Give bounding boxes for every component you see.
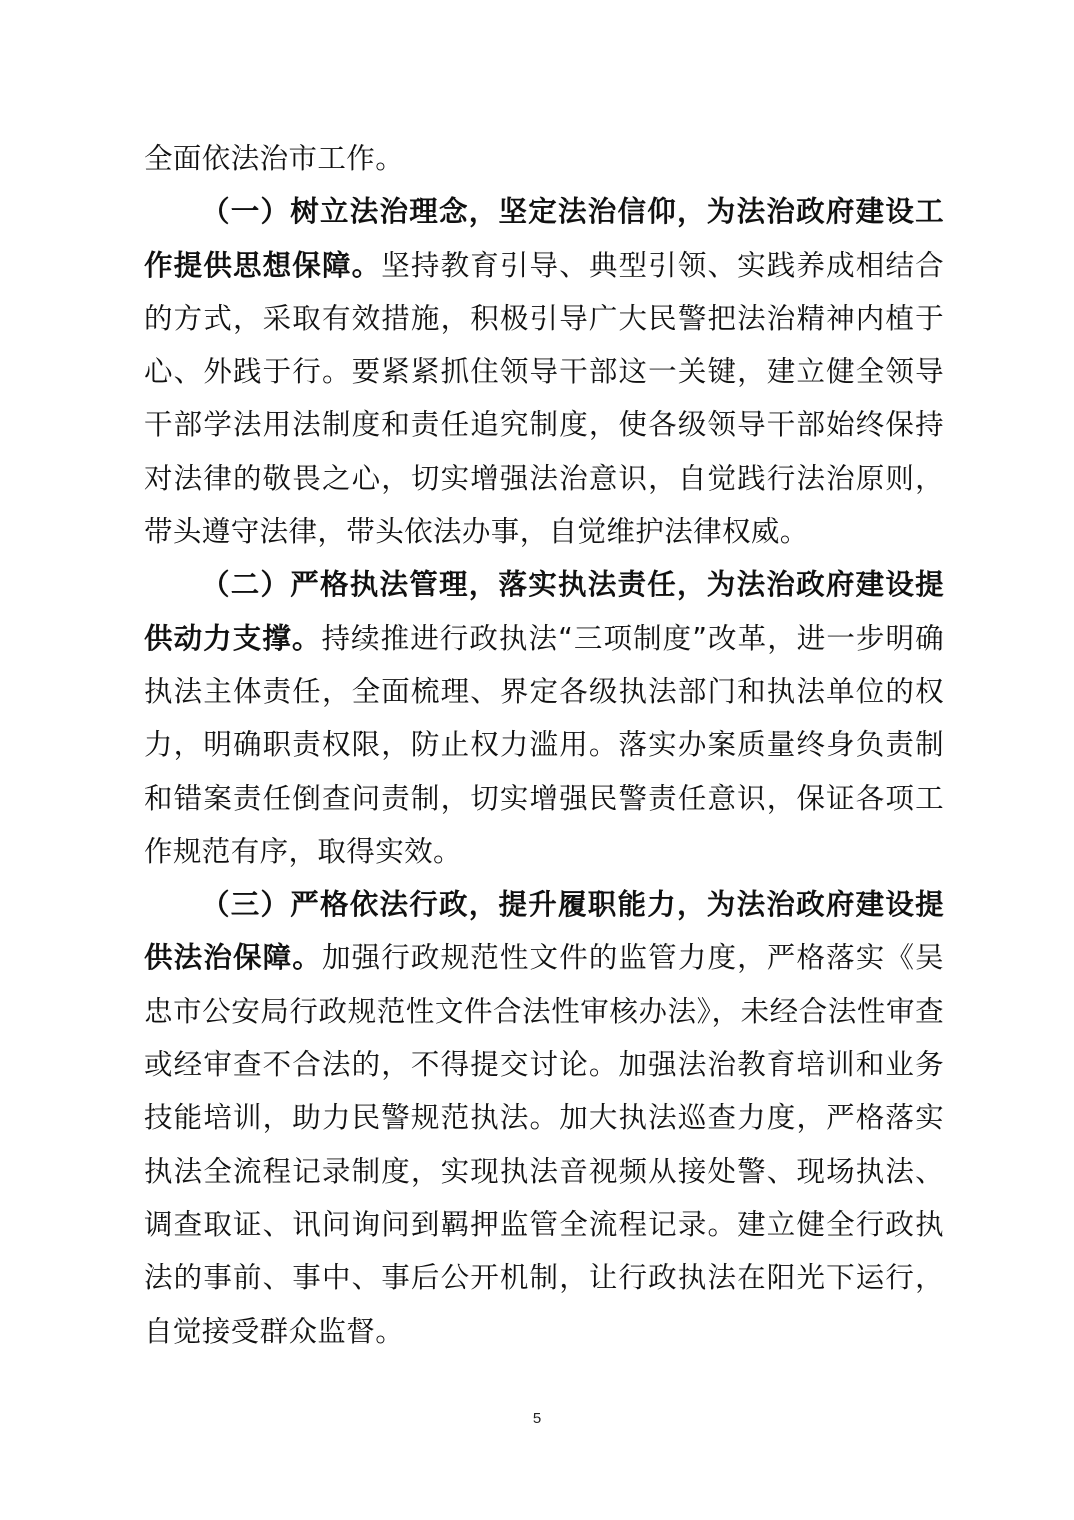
paragraph-body: 全面依法治市工作。 [144,142,405,175]
paragraph-body: 坚持教育引导、典型引领、实践养成相结合的方式，采取有效措施，积极引导广大民警把法治精神内植于心、外践于行。要紧紧抓住领导干部这一关键，建立健全领导干部学法用法制度和责任追究制度，使各级领导干部始终保持对法律的敬畏之心，切实增强法治意识，自觉践行法治原则，带头遵守法律，带头依法办事，自觉维护法律权威。 [144,248,944,549]
paragraph-body: 持续推进行政执法“三项制度”改革，进一步明确执法主体责任，全面梳理、界定各级执法部门和执法单位的权力，明确职责权限，防止权力滥用。落实办案质量终身负责制和错案责任倒查问责制，切实增强民警责任意识，保证各项工作规范有序，取得实效。 [144,621,944,868]
section-heading: （一）树立法治理念，坚定法治信仰，为法治政府建设工作提供思想保障。 [144,195,944,282]
body-text [144,132,944,1358]
section-heading: （二）严格执法管理，落实执法责任，为法治政府建设提供动力支撑。 [144,568,944,655]
section-heading: （三）严格依法行政，提升履职能力，为法治政府建设提供法治保障。 [144,888,944,975]
paragraph-section-3 [144,878,944,1358]
paragraph-body: 加强行政规范性文件的监管力度，严格落实《吴忠市公安局行政规范性文件合法性审核办法》，未经合法性审查或经审查不合法的，不得提交讨论。加强法治教育培训和业务技能培训，助力民警规范执法。加大执法巡查力度，严格落实执法全流程记录制度，实现执法音视频从接处警、现场执法、调查取证、讯问询问到羁押监管全流程记录。建立健全行政执法的事前、事中、事后公开机制，让行政执法在阳光下运行，自觉接受群众监督。 [144,941,944,1348]
paragraph-section-1 [144,185,944,558]
paragraph-section-2 [144,558,944,878]
page-number: 5 [532,1410,542,1427]
paragraph-continuation [144,132,944,185]
